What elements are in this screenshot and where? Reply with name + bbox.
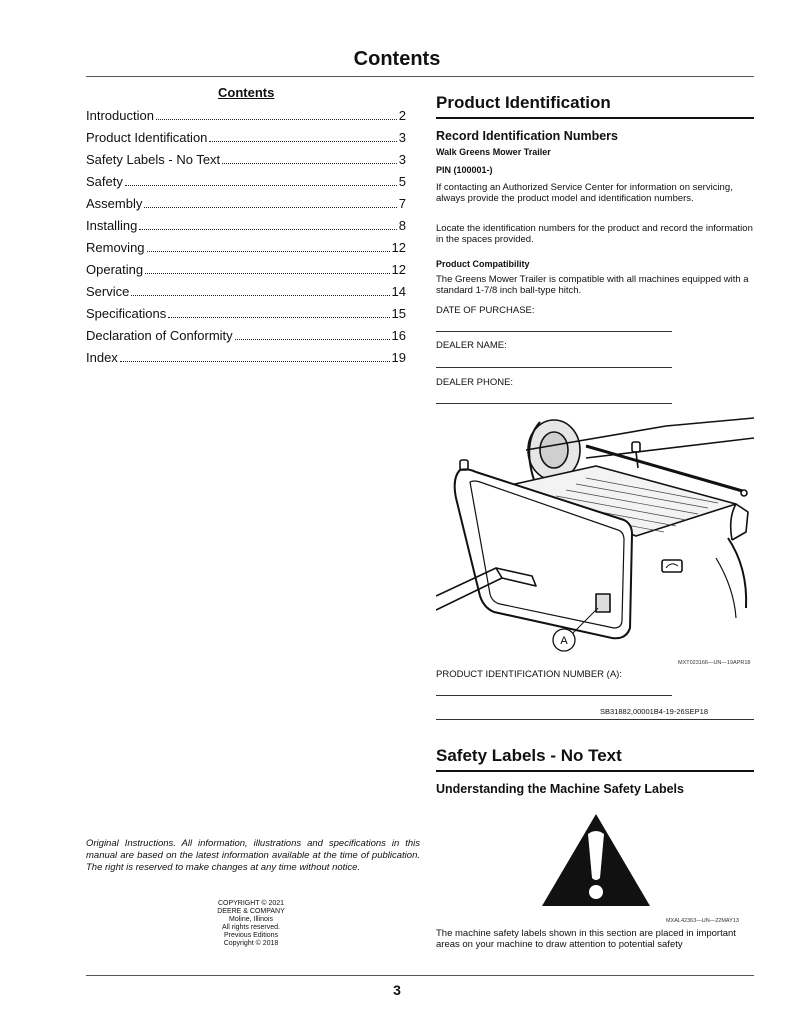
record-id-heading: Record Identification Numbers [436,129,618,143]
header-rule [86,76,754,77]
copyright-line: Previous Editions [223,932,279,939]
toc-leader-dots [156,119,397,120]
toc-entry-page: 14 [391,284,406,299]
safety-labels-heading: Safety Labels - No Text [436,746,622,765]
toc-entry[interactable] [86,240,406,262]
copyright-line: COPYRIGHT © 2021 [217,900,285,907]
toc-entry-label: Removing [86,240,145,255]
toc-entry[interactable] [86,306,406,328]
toc-leader-dots [235,339,390,340]
toc-entry[interactable] [86,350,406,372]
trailer-illustration [436,408,754,658]
toc-entry-page: 16 [391,328,406,343]
toc-leader-dots [145,273,389,274]
toc-entry[interactable] [86,152,406,174]
toc-entry-label: Safety Labels - No Text [86,152,221,167]
toc-entry-label: Safety [86,174,123,189]
toc-leader-dots [168,317,389,318]
toc-entry-label: Service [86,284,130,299]
warning-triangle-icon [540,812,652,908]
pin-range: PIN (100001-) [436,165,493,175]
model-name: Walk Greens Mower Trailer [436,147,551,157]
toc-leader-dots [125,185,397,186]
copyright-line: All rights reserved. [222,924,280,931]
toc-entry-label: Operating [86,262,144,277]
toc-leader-dots [120,361,390,362]
toc-entry-page: 3 [398,130,406,145]
toc-entry[interactable] [86,218,406,240]
toc-entry-page: 2 [398,108,406,123]
toc-entry-page: 12 [391,240,406,255]
toc-leader-dots [144,207,396,208]
toc-entry-page: 3 [398,152,406,167]
callout-letter: A [560,635,568,647]
document-reference: SB31882,00001B4-19-26SEP18 [600,707,709,716]
toc-leader-dots [209,141,396,142]
toc-entry[interactable] [86,174,406,196]
date-of-purchase-field [436,331,672,332]
copyright-line: Moline, Illinois [229,916,273,923]
toc-entry-label: Declaration of Conformity [86,328,233,343]
page-number: 3 [393,982,401,998]
section-end-rule [436,719,754,720]
toc-entry[interactable] [86,108,406,130]
toc-entry-page: 7 [398,196,406,211]
product-identification-heading: Product Identification [436,93,611,112]
copyright-block [196,900,306,948]
toc-entry[interactable] [86,196,406,218]
toc-entry-label: Specifications [86,306,167,321]
toc-list [86,108,406,372]
page-title: Contents [353,48,441,70]
section-rule [436,117,754,119]
toc-entry[interactable] [86,262,406,284]
copyright-line: Copyright © 2018 [223,940,279,947]
toc-entry-page: 5 [398,174,406,189]
dealer-name-field [436,367,672,368]
toc-entry[interactable] [86,328,406,350]
section-rule [436,770,754,772]
toc-entry[interactable] [86,130,406,152]
toc-entry-label: Introduction [86,108,154,123]
dealer-phone-label: DEALER PHONE: [436,377,514,388]
toc-title: Contents [218,85,275,100]
service-center-paragraph: If contacting an Authorized Service Center for information on servicing, always provide the product model and identification numbers. [436,182,733,204]
toc-entry-label: Product Identification [86,130,208,145]
compatibility-heading: Product Compatibility [436,259,530,269]
date-of-purchase-label: DATE OF PURCHASE: [436,305,535,316]
toc-entry-page: 12 [391,262,406,277]
toc-entry-page: 15 [391,306,406,321]
toc-entry[interactable] [86,284,406,306]
safety-labels-paragraph: The machine safety labels shown in this section are placed in important areas on your machine to draw attention to potential safety [436,928,736,950]
footer-rule [86,975,754,976]
toc-leader-dots [222,163,397,164]
toc-entry-page: 19 [391,350,406,365]
toc-entry-label: Assembly [86,196,143,211]
toc-entry-page: 8 [398,218,406,233]
dealer-phone-field [436,403,672,404]
compatibility-text: The Greens Mower Trailer is compatible with all machines equipped with a standard 1-7/8 inch ball-type hitch. [436,274,749,296]
original-instructions-note: Original Instructions. All information, illustrations and specifications in this manual are based on the latest information available at the time of publication. The right is reserved to make changes at any time without notice. [86,838,420,873]
toc-entry-label: Index [86,350,118,365]
understanding-labels-heading: Understanding the Machine Safety Labels [436,782,684,796]
figure-reference: MXAL42363—UN—22MAY13 [666,918,739,924]
copyright-line: DEERE & COMPANY [217,908,285,915]
toc-entry-label: Installing [86,218,138,233]
dealer-name-label: DEALER NAME: [436,340,507,351]
toc-leader-dots [131,295,389,296]
toc-leader-dots [147,251,390,252]
toc-leader-dots [139,229,396,230]
locate-numbers-paragraph: Locate the identification numbers for the product and record the information in the spaces provided. [436,223,753,245]
pin-label: PRODUCT IDENTIFICATION NUMBER (A): [436,669,622,680]
pin-field [436,695,672,696]
figure-reference: MXT023166—UN—19APR18 [678,660,751,666]
